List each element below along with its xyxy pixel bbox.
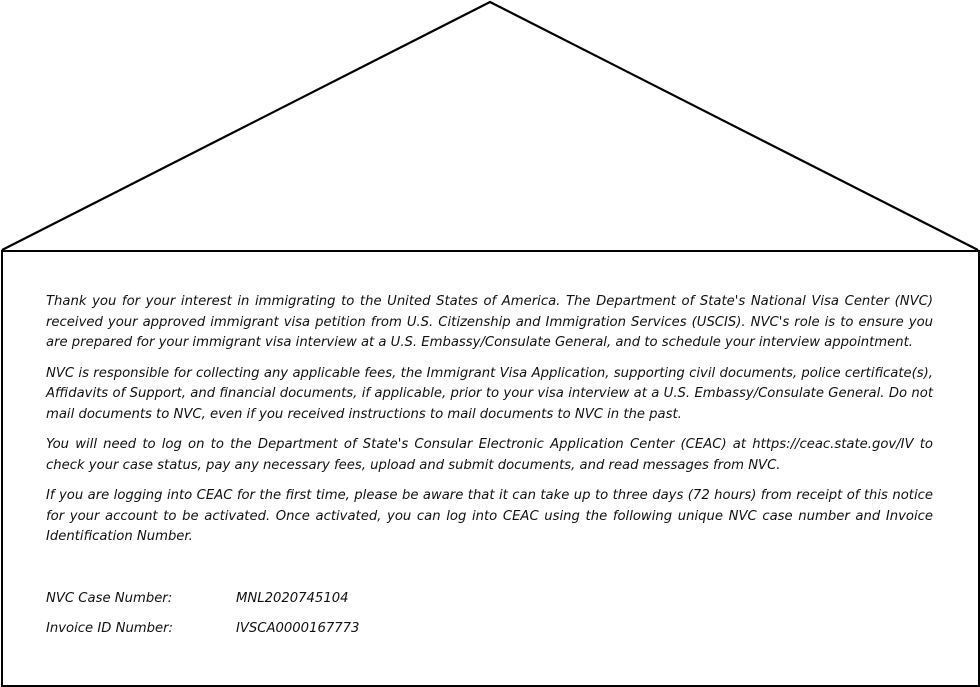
case-info bbox=[46, 589, 359, 649]
case-number-row bbox=[46, 589, 359, 609]
notice-paragraph: Thank you for your interest in immigrating to the United States of America. The Department of State's National Visa Center (NVC) received your approved immigrant visa petition from U.S. Citizenship and Immigration Services (USCIS). NVC's role is to ensure you are prepared for your immigrant visa interview at a U.S. Embassy/Consulate General, and to schedule your interview appointment. bbox=[46, 294, 933, 350]
notice-paragraph: If you are logging into CEAC for the first time, please be aware that it can take up to three days (72 hours) from receipt of this notice for your account to be activated. Once activated, you can log into CEAC using the following unique NVC case number and Invoice Identification Number. bbox=[46, 488, 933, 544]
notice-paragraph: NVC is responsible for collecting any applicable fees, the Immigrant Visa Application, supporting civil documents, police certificate(s), Affidavits of Support, and financial documents, if applicable, prior to your visa interview at a U.S. Embassy/Consulate General. Do not mail documents to NVC, even if you received instructions to mail documents to NVC in the past. bbox=[46, 365, 933, 422]
notice-letter bbox=[46, 292, 933, 558]
notice-paragraph: You will need to log on to the Department of State's Consular Electronic Application Center (CEAC) at https://ceac.state.gov/IV to check your case status, pay any necessary fees, upload and submit documents, and read messages from NVC. bbox=[46, 437, 933, 473]
invoice-id-value: IVSCA0000167773 bbox=[236, 621, 360, 636]
case-number-label: NVC Case Number: bbox=[46, 591, 173, 606]
envelope-flap bbox=[0, 0, 980, 252]
invoice-id-row bbox=[46, 619, 359, 639]
case-number-value: MNL2020745104 bbox=[236, 591, 349, 606]
invoice-id-label: Invoice ID Number: bbox=[46, 621, 173, 636]
